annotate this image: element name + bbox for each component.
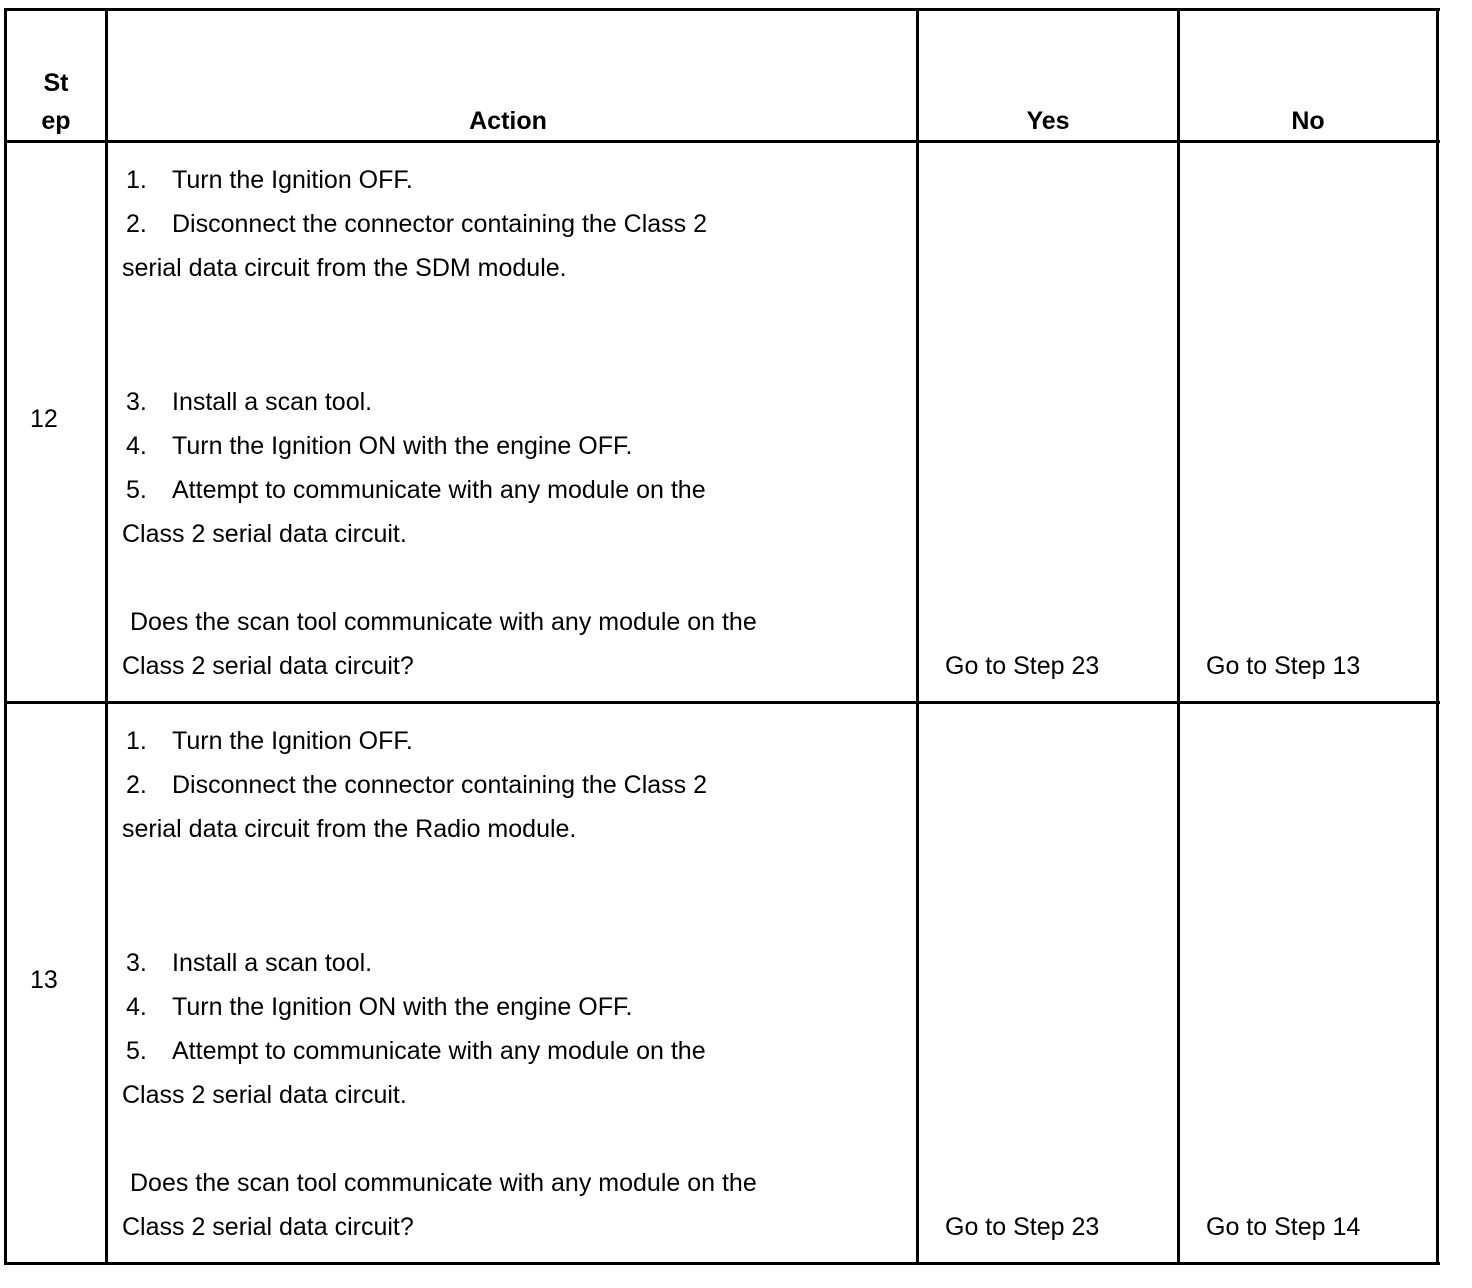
list-item: 1. Turn the Ignition OFF.: [126, 166, 413, 194]
question-line: Class 2 serial data circuit?: [122, 1213, 414, 1241]
row-divider: [4, 701, 1440, 704]
table-border-bottom: [4, 1262, 1440, 1265]
list-item-continuation: serial data circuit from the SDM module.: [122, 254, 567, 282]
list-item: 4. Turn the Ignition ON with the engine OFF.: [126, 432, 633, 460]
header-no: No: [1291, 107, 1325, 135]
question-line: Class 2 serial data circuit?: [122, 652, 414, 680]
list-item: 5. Attempt to communicate with any module on the: [126, 476, 706, 504]
action-steps: [122, 719, 707, 851]
header-yes: Yes: [1026, 107, 1070, 135]
header-step-line1: St: [43, 69, 69, 97]
yes-result: Go to Step 23: [945, 652, 1100, 680]
question-line: Does the scan tool communicate with any module on the: [130, 1169, 757, 1197]
list-item-continuation: serial data circuit from the Radio module.: [122, 815, 577, 843]
header-divider: [4, 140, 1440, 143]
no-result: Go to Step 13: [1206, 652, 1361, 680]
action-question: [122, 600, 757, 688]
list-item-continuation: Class 2 serial data circuit.: [122, 520, 407, 548]
column-divider-yes-no: [1177, 8, 1180, 1265]
list-item: 3. Install a scan tool.: [126, 949, 373, 977]
column-divider-action-yes: [916, 8, 919, 1265]
column-divider-step-action: [105, 8, 108, 1265]
question-line: Does the scan tool communicate with any module on the: [130, 608, 757, 636]
list-item: 2. Disconnect the connector containing the Class 2: [126, 771, 708, 799]
step-number: 13: [30, 966, 58, 994]
action-steps: [122, 158, 707, 290]
list-item: 3. Install a scan tool.: [126, 388, 373, 416]
table-border-left: [4, 8, 7, 1265]
action-steps: [122, 380, 706, 556]
list-item-continuation: Class 2 serial data circuit.: [122, 1081, 407, 1109]
header-step-line2: ep: [41, 107, 71, 135]
header-action: Action: [469, 107, 547, 135]
diagnostic-table: [4, 8, 1440, 1265]
list-item: 2. Disconnect the connector containing the Class 2: [126, 210, 708, 238]
list-item: 1. Turn the Ignition OFF.: [126, 727, 413, 755]
list-item: 5. Attempt to communicate with any module on the: [126, 1037, 706, 1065]
table-border-right: [1436, 8, 1439, 1265]
yes-result: Go to Step 23: [945, 1213, 1100, 1241]
step-number: 12: [30, 405, 58, 433]
list-item: 4. Turn the Ignition ON with the engine OFF.: [126, 993, 633, 1021]
action-steps: [122, 941, 706, 1117]
header-step: [7, 64, 105, 140]
table-border-top: [4, 8, 1440, 11]
action-question: [122, 1161, 757, 1249]
no-result: Go to Step 14: [1206, 1213, 1361, 1241]
